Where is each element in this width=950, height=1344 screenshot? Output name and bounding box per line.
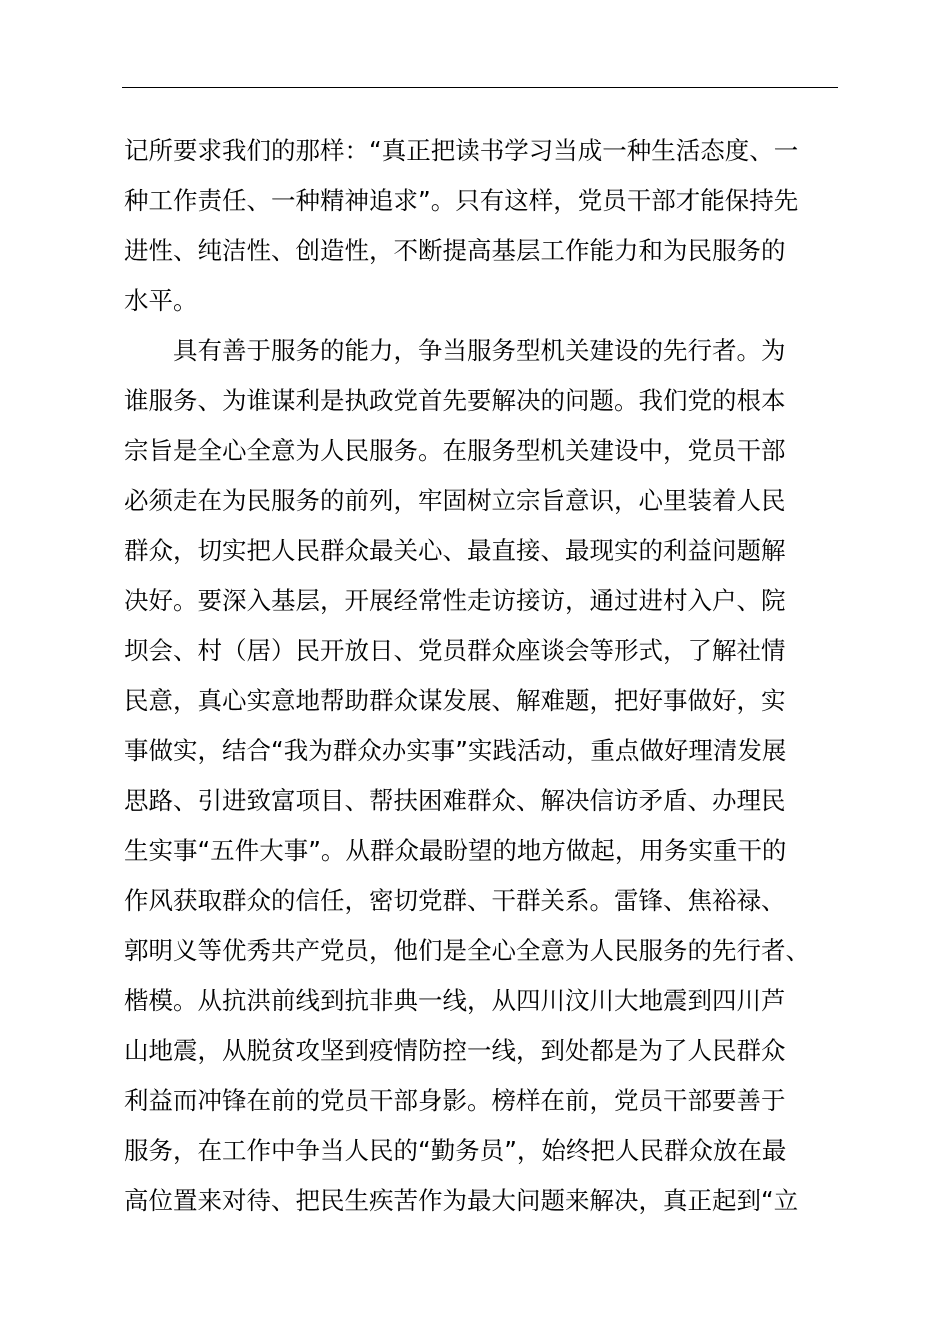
paragraph2-line: 谁服务、为谁谋利是执政党首先要解决的问题。我们党的根本: [124, 386, 786, 415]
paragraph2-line: 决好。要深入基层，开展经常性走访接访，通过进村入户、院: [124, 586, 786, 615]
paragraph2-line: 事做实，结合“我为群众办实事”实践活动，重点做好理清发展: [124, 736, 787, 765]
paragraph1-line: 记所要求我们的那样：“真正把读书学习当成一种生活态度、一: [124, 136, 799, 165]
paragraph2-line: 思路、引进致富项目、帮扶困难群众、解决信访矛盾、办理民: [124, 786, 786, 815]
paragraph2-line: 楷模。从抗洪前线到抗非典一线，从四川汶川大地震到四川芦: [124, 986, 786, 1015]
paragraph2-line: 郭明义等优秀共产党员，他们是全心全意为人民服务的先行者、: [124, 936, 810, 965]
paragraph2-line: 利益而冲锋在前的党员干部身影。榜样在前，党员干部要善于: [124, 1086, 786, 1115]
paragraph2-line: 山地震，从脱贫攻坚到疫情防控一线，到处都是为了人民群众: [124, 1036, 786, 1065]
paragraph2-line: 高位置来对待、把民生疾苦作为最大问题来解决，真正起到“立: [124, 1186, 799, 1215]
paragraph2-line: 群众，切实把人民群众最关心、最直接、最现实的利益问题解: [124, 536, 786, 565]
paragraph2-line: 服务，在工作中争当人民的“勤务员”，始终把人民群众放在最: [124, 1136, 787, 1165]
paragraph1-line: 种工作责任、一种精神追求”。只有这样，党员干部才能保持先: [124, 186, 799, 215]
paragraph2-line: 生实事“五件大事”。从群众最盼望的地方做起，用务实重干的: [124, 836, 787, 865]
paragraph2-line: 坝会、村（居）民开放日、党员群众座谈会等形式，了解社情: [124, 636, 786, 665]
paragraph1-line: 水平。: [124, 286, 198, 315]
paragraph2-line: 作风获取群众的信任，密切党群、干群关系。雷锋、焦裕禄、: [124, 886, 786, 915]
paragraph1-line: 进性、纯洁性、创造性，不断提高基层工作能力和为民服务的: [124, 236, 786, 265]
paragraph2-line: 宗旨是全心全意为人民服务。在服务型机关建设中，党员干部: [124, 436, 786, 465]
header-rule: [122, 87, 838, 88]
paragraph2-line: 民意，真心实意地帮助群众谋发展、解难题，把好事做好，实: [124, 686, 786, 715]
paragraph2-line: 具有善于服务的能力，争当服务型机关建设的先行者。为: [173, 336, 786, 365]
paragraph2-line: 必须走在为民服务的前列，牢固树立宗旨意识，心里装着人民: [124, 486, 786, 515]
